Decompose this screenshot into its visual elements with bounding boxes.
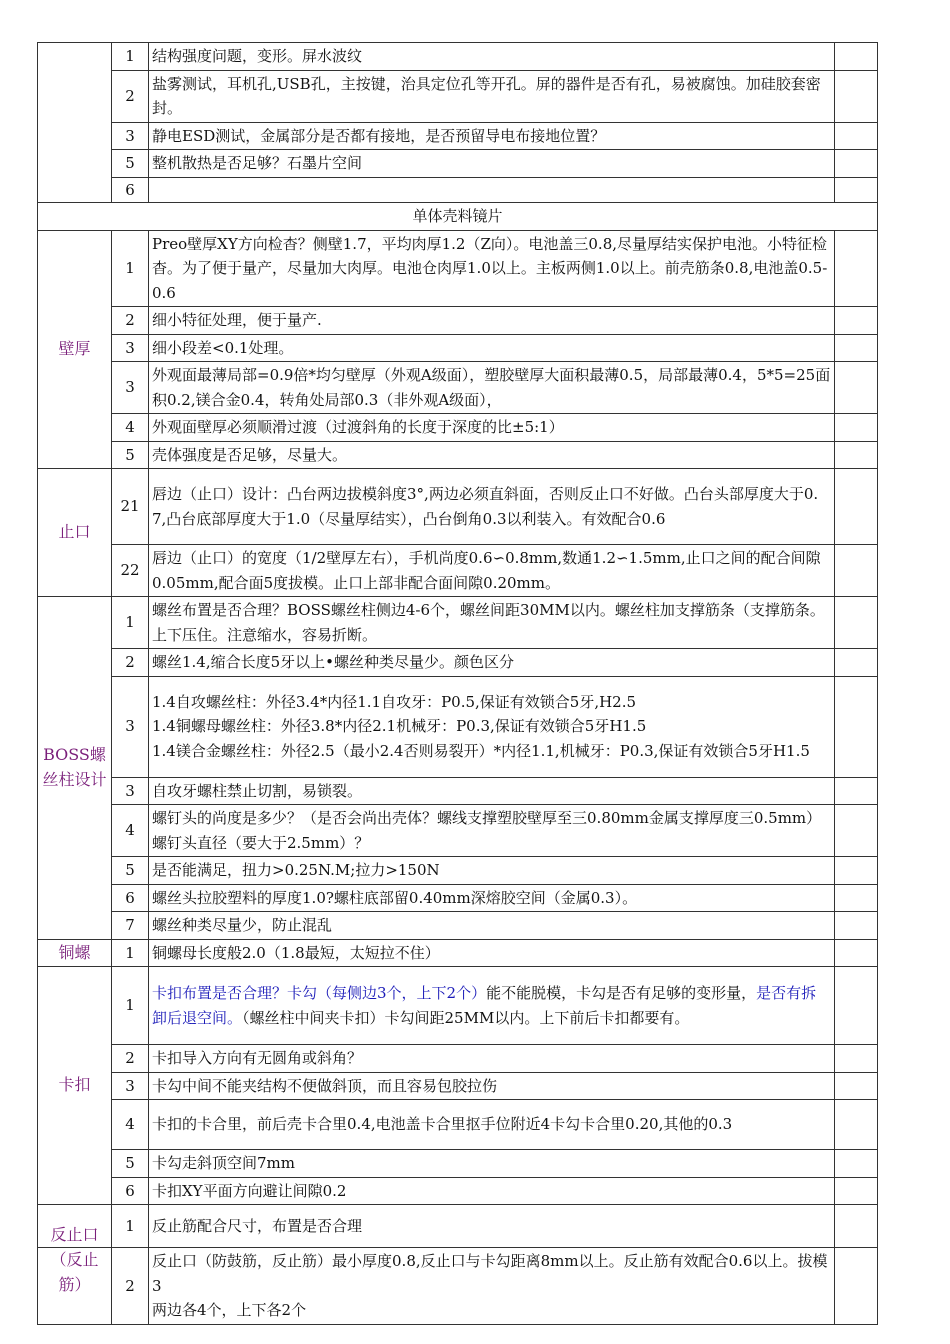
check-cell[interactable] — [835, 777, 878, 805]
row-number: 6 — [112, 177, 149, 203]
row-text: 卡扣导入方向有无圆角或斜角？ — [149, 1045, 835, 1073]
category-anti-lip: 反止口 — [38, 1205, 112, 1248]
section-title: 单体壳料镜片 — [38, 203, 878, 231]
row-text — [149, 177, 835, 203]
table-row — [38, 1045, 878, 1073]
row-number: 5 — [112, 150, 149, 178]
table-row — [38, 597, 878, 649]
row-text: 螺钉头的尚度是多少？（是否会尚出壳体？螺线支撑塑胶壁厚至三0.80mm金属支撑厚度三0.5mm）螺钉头直径（要大于2.5mm）？ — [149, 805, 835, 857]
table-row — [38, 469, 878, 545]
row-text: 整机散热是否足够？石墨片空间 — [149, 150, 835, 178]
row-number: 4 — [112, 1100, 149, 1150]
category-copper-nut: 铜螺 — [38, 939, 112, 967]
row-number: 2 — [112, 307, 149, 335]
check-cell[interactable] — [835, 545, 878, 597]
text-part: 卡扣布置是否合理？卡勾（每侧边3个，上下2个） — [152, 984, 487, 1002]
check-cell[interactable] — [835, 414, 878, 442]
table-row — [38, 230, 878, 307]
text-part: 卡勾是否有足够的变形量， — [576, 984, 757, 1002]
row-text: 卡勾中间不能夹结构不便做斜顶，而且容易包胶拉伤 — [149, 1072, 835, 1100]
section-row — [38, 203, 878, 231]
row-number: 5 — [112, 857, 149, 885]
table-row — [38, 545, 878, 597]
row-text — [149, 967, 835, 1045]
row-number: 1 — [112, 939, 149, 967]
line: 1.4自攻螺丝柱：外径3.4*内径1.1自攻牙：P0.5,保证有效锁合5牙,H2.5 — [152, 692, 637, 711]
check-cell[interactable] — [835, 70, 878, 122]
table-row — [38, 177, 878, 203]
row-text: 盐雾测试，耳机孔,USB孔，主按键，治具定位孔等开孔。屏的器件是否有孔，易被腐蚀。加硅胶套密封。 — [149, 70, 835, 122]
check-cell[interactable] — [835, 1100, 878, 1150]
row-number: 3 — [112, 1072, 149, 1100]
table-row — [38, 1205, 878, 1248]
line: 1.4镁合金螺丝柱：外径2.5（最小2.4否则易裂开）*内径1.1,机械牙：P0.3,保证有效锁合5牙H1.5 — [152, 741, 810, 760]
row-text: 螺丝头拉胶塑料的厚度1.0?螺柱底部留0.40mm深熔胶空间（金属0.3）。 — [149, 884, 835, 912]
row-number: 4 — [112, 414, 149, 442]
row-text: 壳体强度是否足够，尽量大。 — [149, 441, 835, 469]
check-cell[interactable] — [835, 912, 878, 940]
row-text: 细小段差<0.1处理。 — [149, 334, 835, 362]
row-text: 自攻牙螺柱禁止切割，易锁裂。 — [149, 777, 835, 805]
row-text — [149, 1248, 835, 1325]
category-lip: 止口 — [38, 469, 112, 597]
category-snap: 卡扣 — [38, 967, 112, 1205]
table-row — [38, 1072, 878, 1100]
check-cell[interactable] — [835, 967, 878, 1045]
text-part: （螺丝柱中间夹卡扣）卡勾间距25MM以内。上下前后卡扣都要有。 — [242, 1008, 690, 1027]
check-cell[interactable] — [835, 230, 878, 307]
check-cell[interactable] — [835, 307, 878, 335]
check-cell[interactable] — [835, 177, 878, 203]
row-number: 3 — [112, 362, 149, 414]
table-row — [38, 967, 878, 1045]
row-number: 22 — [112, 545, 149, 597]
table-row — [38, 150, 878, 178]
check-cell[interactable] — [835, 649, 878, 677]
row-text — [149, 676, 835, 777]
row-number: 3 — [112, 777, 149, 805]
category-boss: BOSS螺丝柱设计 — [38, 597, 112, 940]
check-cell[interactable] — [835, 1072, 878, 1100]
row-number: 3 — [112, 676, 149, 777]
row-number: 2 — [112, 1045, 149, 1073]
table-row — [38, 43, 878, 71]
row-text: 唇边（止口）的宽度（1/2壁厚左右），手机尚度0.6∽0.8mm,数通1.2∽1.5mm,止口之间的配合间隙0.05mm,配合面5度拔模。止口上部非配合面间隙0.20mm。 — [149, 545, 835, 597]
line: 1.4铜螺母螺丝柱：外径3.8*内径2.1机械牙：P0.3,保证有效锁合5牙H1.5 — [152, 717, 647, 736]
row-number: 1 — [112, 967, 149, 1045]
row-number: 5 — [112, 1150, 149, 1178]
table-row — [38, 122, 878, 150]
row-number: 6 — [112, 884, 149, 912]
row-number: 1 — [112, 1205, 149, 1248]
row-text: 卡扣XY平面方向避让间隙0.2 — [149, 1177, 835, 1205]
check-cell[interactable] — [835, 441, 878, 469]
table-row — [38, 676, 878, 777]
check-cell[interactable] — [835, 122, 878, 150]
table-row — [38, 307, 878, 335]
category-cell — [38, 43, 112, 203]
table-row — [38, 649, 878, 677]
check-cell[interactable] — [835, 884, 878, 912]
row-text: 细小特征处理，便于量产. — [149, 307, 835, 335]
row-number: 6 — [112, 1177, 149, 1205]
check-cell[interactable] — [835, 939, 878, 967]
row-number: 2 — [112, 1248, 149, 1325]
line: 两边各4个，上下各2个 — [152, 1301, 307, 1319]
row-number: 2 — [112, 649, 149, 677]
table-row — [38, 414, 878, 442]
checklist-table — [37, 42, 878, 1325]
row-number: 1 — [112, 597, 149, 649]
row-number: 1 — [112, 43, 149, 71]
row-number: 1 — [112, 230, 149, 307]
table-row — [38, 1150, 878, 1178]
check-cell[interactable] — [835, 150, 878, 178]
row-number: 5 — [112, 441, 149, 469]
row-text: 外观面最薄局部=0.9倍*均匀壁厚（外观A级面），塑胶壁厚大面积最薄0.5，局部最薄0.4，5*5=25面积0.2,镁合金0.4，转角处局部0.3（非外观A级面）， — [149, 362, 835, 414]
row-text: 卡勾走斜顶空间7mm — [149, 1150, 835, 1178]
table-row — [38, 805, 878, 857]
table-row — [38, 857, 878, 885]
check-cell[interactable] — [835, 676, 878, 777]
row-number: 3 — [112, 122, 149, 150]
check-cell[interactable] — [835, 805, 878, 857]
row-number: 2 — [112, 70, 149, 122]
check-cell[interactable] — [835, 469, 878, 545]
category-wall-thickness: 壁厚 — [38, 230, 112, 469]
table-row — [38, 70, 878, 122]
check-cell[interactable] — [835, 1177, 878, 1205]
row-text: 外观面壁厚必须顺滑过渡（过渡斜角的长度于深度的比±5:1） — [149, 414, 835, 442]
row-text: 反止筋配合尺寸，布置是否合理 — [149, 1205, 835, 1248]
row-text: 静电ESD测试，金属部分是否都有接地，是否预留导电布接地位置？ — [149, 122, 835, 150]
row-text: 唇边（止口）设计：凸台两边拔模斜度3°,两边必须直斜面，否则反止口不好做。凸台头部厚度大于0.7,凸台底部厚度大于1.0（尽量厚结实），凸台倒角0.3以利装入。有效配合0.6 — [149, 469, 835, 545]
check-cell[interactable] — [835, 1045, 878, 1073]
text-part: 能不能脱模， — [486, 984, 577, 1002]
row-text: Preo壁厚XY方向检杳？侧壁1.7，平均肉厚1.2（Z向）。电池盖三0.8,尽量厚结实保护电池。小特征检杳。为了便于量产，尽量加大肉厚。电池仓肉厚1.0以上。主板两侧1.0以上。前壳筋条0.8,电池盖0.5-0.6 — [149, 230, 835, 307]
check-cell[interactable] — [835, 1150, 878, 1178]
check-cell[interactable] — [835, 1248, 878, 1325]
table-row — [38, 362, 878, 414]
row-number: 3 — [112, 334, 149, 362]
check-cell[interactable] — [835, 597, 878, 649]
table-row — [38, 884, 878, 912]
row-text: 卡扣的卡合里，前后壳卡合里0.4,电池盖卡合里抠手位附近4卡勾卡合里0.20,其他的0.3 — [149, 1100, 835, 1150]
row-text: 螺丝布置是否合理？BOSS螺丝柱侧边4-6个，螺丝间距30MM以内。螺丝柱加支撑筋条（支撑筋条。上下压住。注意缩水，容易折断。 — [149, 597, 835, 649]
table-row — [38, 1177, 878, 1205]
row-number: 7 — [112, 912, 149, 940]
row-number: 4 — [112, 805, 149, 857]
table-row — [38, 1100, 878, 1150]
check-cell[interactable] — [835, 857, 878, 885]
table-row — [38, 1248, 878, 1325]
check-cell[interactable] — [835, 1205, 878, 1248]
category-anti-rib: （反止筋） — [38, 1248, 112, 1325]
row-number: 21 — [112, 469, 149, 545]
row-text: 螺丝种类尽量少，防止混乱 — [149, 912, 835, 940]
check-cell[interactable] — [835, 43, 878, 71]
row-text: 螺丝1.4,缩合长度5牙以上•螺丝种类尽量少。颜色区分 — [149, 649, 835, 677]
table-row — [38, 912, 878, 940]
row-text: 是否能满足，扭力>0.25N.M;拉力>150N — [149, 857, 835, 885]
row-text: 结构强度问题，变形。屏水波纹 — [149, 43, 835, 71]
check-cell[interactable] — [835, 362, 878, 414]
table-row — [38, 334, 878, 362]
text-part: 是否有拆卸后退空间。 — [152, 984, 817, 1027]
line: 反止口（防鼓筋，反止筋）最小厚度0.8,反止口与卡勾距离8mm以上。反止筋有效配合0.6以上。拔模3 — [152, 1252, 828, 1295]
check-cell[interactable] — [835, 334, 878, 362]
table-row — [38, 441, 878, 469]
table-row — [38, 939, 878, 967]
table-row — [38, 777, 878, 805]
row-text: 铜螺母长度般2.0（1.8最短，太短拉不住） — [149, 939, 835, 967]
